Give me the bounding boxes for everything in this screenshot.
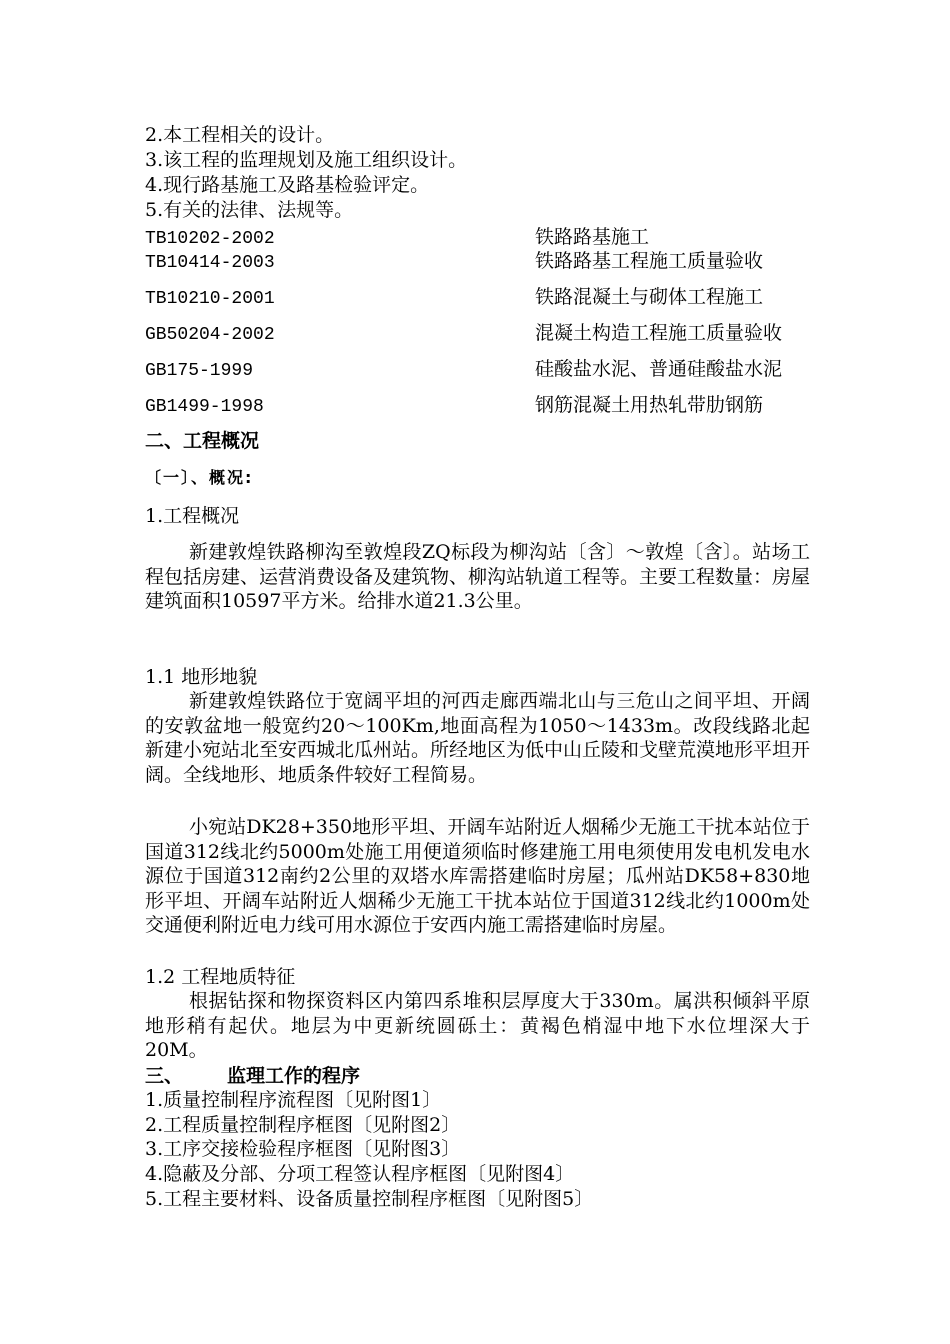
standard-name: 铁路路基工程施工质量验收 [535,250,764,272]
basis-item: 4.现行路基施工及路基检验评定。 [145,174,430,196]
procedure-item: 5.工程主要材料、设备质量控制程序框图〔见附图5〕 [145,1188,594,1210]
standard-code: GB1499-1998 [145,397,264,417]
standard-row [145,357,783,383]
section-number: 三、 [145,1065,184,1087]
standard-code: GB50204-2002 [145,325,275,345]
procedure-item: 4.隐蔽及分部、分项工程签认程序框图〔见附图4〕 [145,1163,575,1185]
section-title: 监理工作的程序 [227,1065,361,1087]
procedure-item: 2.工程质量控制程序框图〔见附图2〕 [145,1114,461,1136]
standard-name: 混凝土构造工程施工质量验收 [535,322,783,344]
paragraph: 小宛站DK28+350地形平坦、开阔车站附近人烟稀少无施工干扰本站位于国道312线北约5000m处施工用便道须临时修建施工用电须使用发电机发电水源位于国道312南约2公里的双塔水库需搭建临时房屋；瓜州站DK58+830地形平坦、开阔车站附近人烟稀少无施工干扰本站位于国道312线北约1000m处交通便利附近电力线可用水源位于安西内施工需搭建临时房屋。 [145,816,810,937]
standard-row [145,321,783,347]
paragraph: 根据钻探和物探资料区内第四系堆积层厚度大于330m。属洪积倾斜平原地形稍有起伏。地层为中更新统圆砾土：黄褐色梢湿中地下水位埋深大于20M。 [145,990,810,1062]
item-title: 1.2 工程地质特征 [145,966,296,988]
basis-item: 2.本工程相关的设计。 [145,124,335,146]
basis-item: 5.有关的法律、法规等。 [145,199,354,221]
standard-code: GB175-1999 [145,361,254,381]
paragraph: 新建敦煌铁路位于宽阔平坦的河西走廊西端北山与三危山之间平坦、开阔的安敦盆地一般宽约20～100Km,地面高程为1050～1433m。改段线路北起新建小宛站北至安西城北瓜州站。所经地区为低中山丘陵和戈壁荒漠地形平坦开阔。全线地形、地质条件较好工程简易。 [145,690,811,786]
basis-item: 3.该工程的监理规划及施工组织设计。 [145,149,468,171]
standard-code: TB10210-2001 [145,289,275,309]
procedure-item: 1.质量控制程序流程图〔见附图1〕 [145,1089,442,1111]
standard-row [145,393,764,419]
standard-name: 铁路路基施工 [535,226,650,248]
sub-heading: 〔一〕、概况: [145,468,254,487]
standard-name: 硅酸盐水泥、普通硅酸盐水泥 [535,358,783,380]
standard-row [145,249,764,275]
section-heading: 二、工程概况 [145,430,260,452]
paragraph: 新建敦煌铁路柳沟至敦煌段ZQ标段为柳沟站〔含〕～敦煌〔含〕。站场工程包括房建、运营消费设备及建筑物、柳沟站轨道工程等。主要工程数量：房屋建筑面积10597平方米。给排水道21.3公里。 [145,541,811,613]
item-title: 1.1 地形地貌 [145,666,258,688]
section-heading [145,1064,360,1088]
standard-code: TB10202-2002 [145,229,275,249]
item-title: 1.工程概况 [145,505,240,527]
standard-code: TB10414-2003 [145,253,275,273]
standard-row [145,225,650,251]
procedure-item: 3.工序交接检验程序框图〔见附图3〕 [145,1138,461,1160]
standard-name: 铁路混凝土与砌体工程施工 [535,286,764,308]
standard-name: 钢筋混凝土用热轧带肋钢筋 [535,394,764,416]
standard-row [145,285,764,311]
